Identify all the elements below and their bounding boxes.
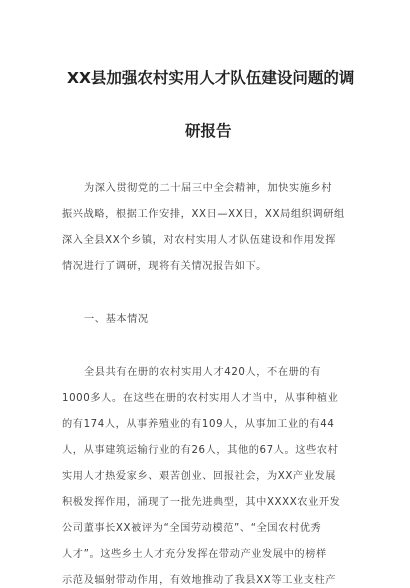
section1-line-6: 积极发挥作用，涌现了一批先进典型，其中XXXX农业开发 (62, 497, 341, 508)
section1-line-3: 的有174人，从事养殖业的有109人，从事加工业的有44 (62, 419, 335, 430)
intro-line-1: 为深入贯彻党的二十届三中全会精神，加快实施乡村 (84, 183, 333, 194)
section1-line-2: 1000多人。在这些在册的农村实用人才当中，从事种植业 (62, 393, 339, 404)
section1-line-1: 全县共有在册的农村实用人才420人，不在册的有 (84, 367, 321, 378)
intro-line-2: 振兴战略，根据工作安排，XX日—XX日，XX局组织调研组 (62, 209, 345, 220)
section1-line-9: 示范及辐射带动作用，有效地推动了我县XX等工业支柱产 (62, 575, 337, 586)
section1-line-8: 人才”。这些乡土人才充分发挥在带动产业发展中的榜样 (62, 549, 327, 560)
section1-line-4: 人，从事建筑运输行业的有26人，其他的67人。这些农村 (62, 445, 339, 456)
intro-line-3: 深入全县XX个乡镇，对农村实用人才队伍建设和作用发挥 (62, 235, 337, 246)
section1-line-7: 公司董事长XX被评为“全国劳动模范”、“全国农村优秀 (62, 523, 322, 534)
document-title-line-1: XX县加强农村实用人才队伍建设问题的调 (67, 69, 355, 87)
section-heading-basic-situation: 一、基本情况 (84, 314, 149, 325)
section1-line-5: 实用人才热爱家乡、艰苦创业、回报社会，为XX产业发展 (62, 471, 337, 482)
document-title-line-2: 研报告 (185, 122, 232, 140)
intro-line-4: 情况进行了调研，现将有关情况报告如下。 (62, 261, 267, 272)
